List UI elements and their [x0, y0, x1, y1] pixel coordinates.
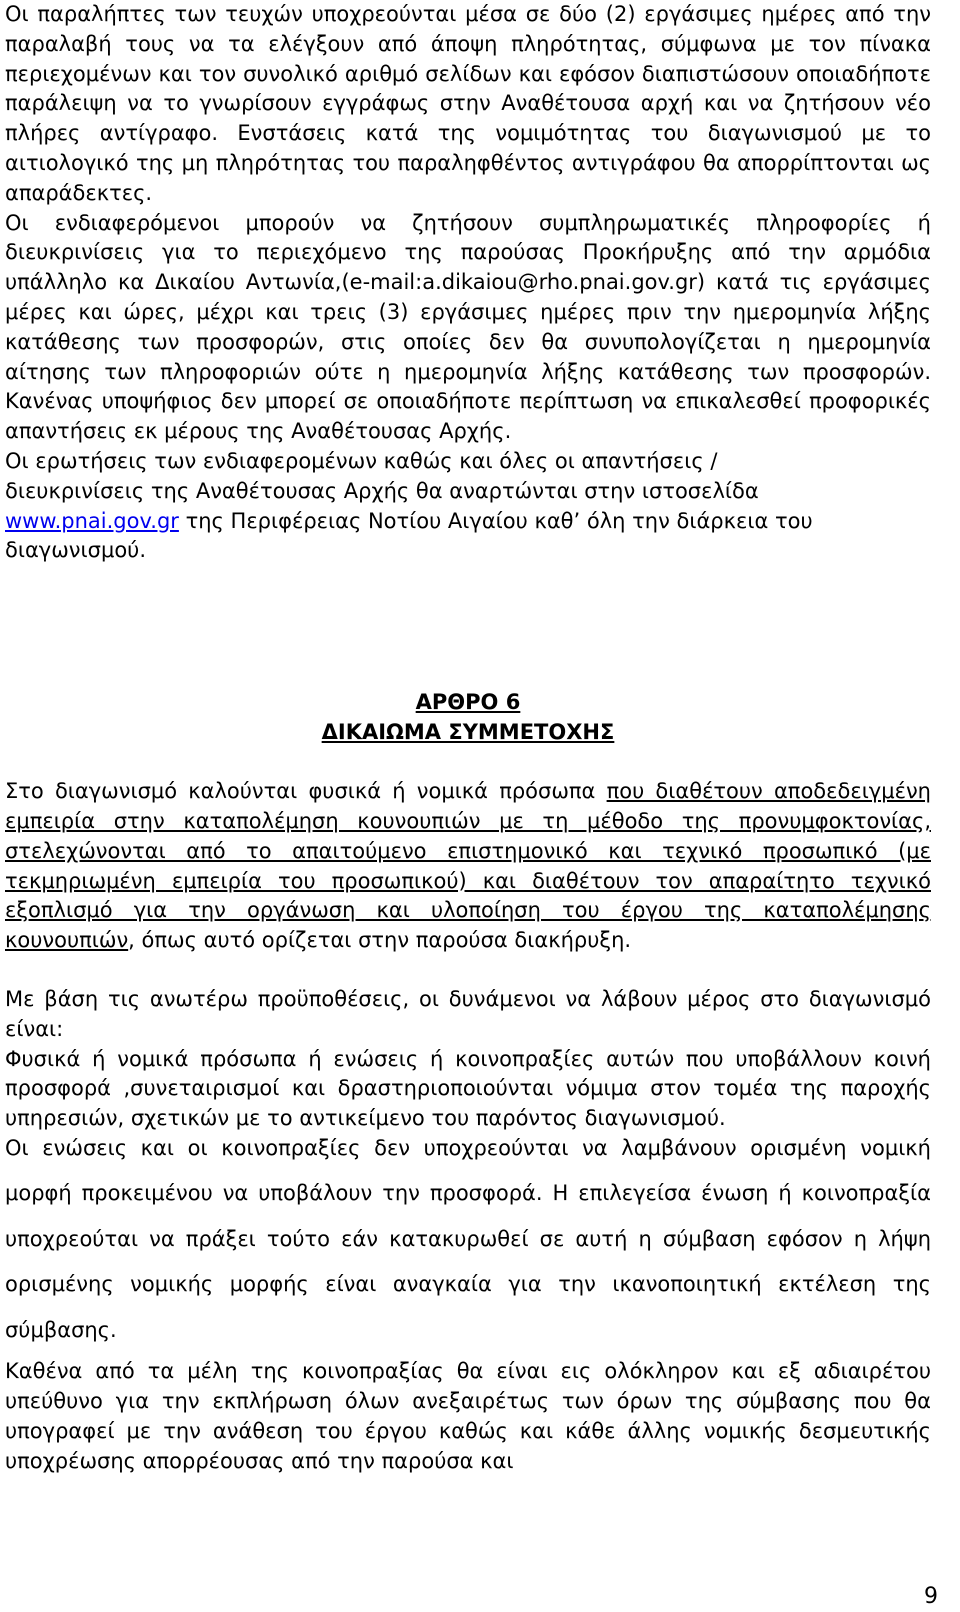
paragraph-eligibility: [5, 777, 931, 956]
questions-line-1: Οι ερωτήσεις των ενδιαφερομένων καθώς και όλες οι απαντήσεις /: [5, 448, 718, 473]
document-page: [5, 0, 931, 1477]
eligibility-start: Στο διαγωνισμό καλούνται φυσικά ή νομικά πρόσωπα: [5, 779, 607, 804]
paragraph-participants: Φυσικά ή νομικά πρόσωπα ή ενώσεις ή κοινοπραξίες αυτών που υποβάλλουν κοινή προσφορά ,συνεταιρισμοί και δραστηριοποιούνται νόμιμα στον τομέα της παροχής υπηρεσιών, σχετικών με το αντικείμενο του παρόντος διαγωνισμού.: [5, 1046, 931, 1131]
questions-after-link: της Περιφέρειας Νοτίου Αιγαίου καθ’ όλη την διάρκεια του διαγωνισμού.: [5, 508, 813, 563]
website-link[interactable]: www.pnai.gov.gr: [5, 508, 179, 533]
paragraph-joint-ventures: Οι ενώσεις και οι κοινοπραξίες δεν υποχρεούνται να λαμβάνουν ορισμένη νομική μορφή προκειμένου να υποβάλουν την προσφορά. Η επιλεγείσα ένωση ή κοινοπραξία υποχρεούται να πράξει τούτο εάν κατακυρωθεί σε αυτή η σύμβαση εφόσον η λήψη ορισμένης νομικής μορφής είναι αναγκαία για την ικανοποιητική εκτέλεση της σύμβασης.: [5, 1135, 931, 1342]
article-title: ΔΙΚΑΙΩΜΑ ΣΥΜΜΕΤΟΧΗΣ: [321, 720, 615, 745]
eligibility-requirements: που διαθέτουν αποδεδειγμένη εμπειρία στην καταπολέμηση κουνουπιών με τη μέθοδο της προνυμφοκτονίας, στελεχώνονται από το απαιτούμενο επιστημονικό και τεχνικό προσωπικό (με τεκμηριωμένη εμπειρία του προσωπικού) και διαθέτουν τον απαραίτητο τεχνικό εξοπλισμό για την οργάνωση και υλοποίηση του έργου της καταπολέμησης κουνουπιών: [5, 779, 931, 953]
article-number: ΑΡΘΡΟ 6: [415, 690, 521, 715]
questions-line-2: διευκρινίσεις της Αναθέτουσας Αρχής θα αναρτώνται στην ιστοσελίδα: [5, 478, 759, 503]
paragraph-participants-intro: Με βάση τις ανωτέρω προϋποθέσεις, οι δυνάμενοι να λάβουν μέρος στο διαγωνισμό είναι:: [5, 986, 931, 1041]
eligibility-end: , όπως αυτό ορίζεται στην παρούσα διακήρυξη.: [128, 928, 632, 953]
paragraph-joint-liability: Καθένα από τα μέλη της κοινοπραξίας θα είναι εις ολόκληρον και εξ αδιαιρέτου υπεύθυνο για την εκπλήρωση όλων ανεξαιρέτως των όρων της σύμβασης που θα υπογραφεί με την ανάθεση του έργου καθώς και κάθε άλλης νομικής δεσμευτικής υποχρέωσης απορρέουσας από την παρούσα και: [5, 1359, 931, 1473]
paragraph-questions: [5, 447, 931, 566]
page-number: 9: [924, 1584, 938, 1609]
paragraph-clarifications: Οι ενδιαφερόμενοι μπορούν να ζητήσουν συμπληρωματικές πληροφορίες ή διευκρινίσεις για το περιεχόμενο της παρούσας Προκήρυξης από την αρμόδια υπάλληλο κα Δικαίου Αντωνία,(e-mail:a.dikaiou@rho.pnai.gov.gr) κατά τις εργάσιμες μέρες και ώρες, μέχρι και τρεις (3) εργάσιμες ημέρες πριν την ημερομηνία λήξης κατάθεσης των προσφορών, στις οποίες δεν θα συνυπολογίζεται η ημερομηνία αίτησης των πληροφοριών ούτε η ημερομηνία λήξης κατάθεσης των προσφορών. Κανένας υποψήφιος δεν μπορεί σε οποιαδήποτε περίπτωση να επικαλεσθεί προφορικές απαντήσεις εκ μέρους της Αναθέτουσας Αρχής.: [5, 210, 931, 444]
paragraph-completeness: Οι παραλήπτες των τευχών υποχρεούνται μέσα σε δύο (2) εργάσιμες ημέρες από την παραλαβή τους να τα ελέγξουν από άποψη πληρότητας, σύμφωνα με τον πίνακα περιεχομένων και τον συνολικό αριθμό σελίδων και εφόσον διαπιστώσουν οποιαδήποτε παράλειψη να το γνωρίσουν εγγράφως στην Αναθέτουσα αρχή και να ζητήσουν νέο πλήρες αντίγραφο. Ενστάσεις κατά της νομιμότητας του διαγωνισμού με το αιτιολογικό της μη πληρότητας του παραληφθέντος αντιγράφου θα απορρίπτονται ως απαράδεκτες.: [5, 2, 931, 205]
